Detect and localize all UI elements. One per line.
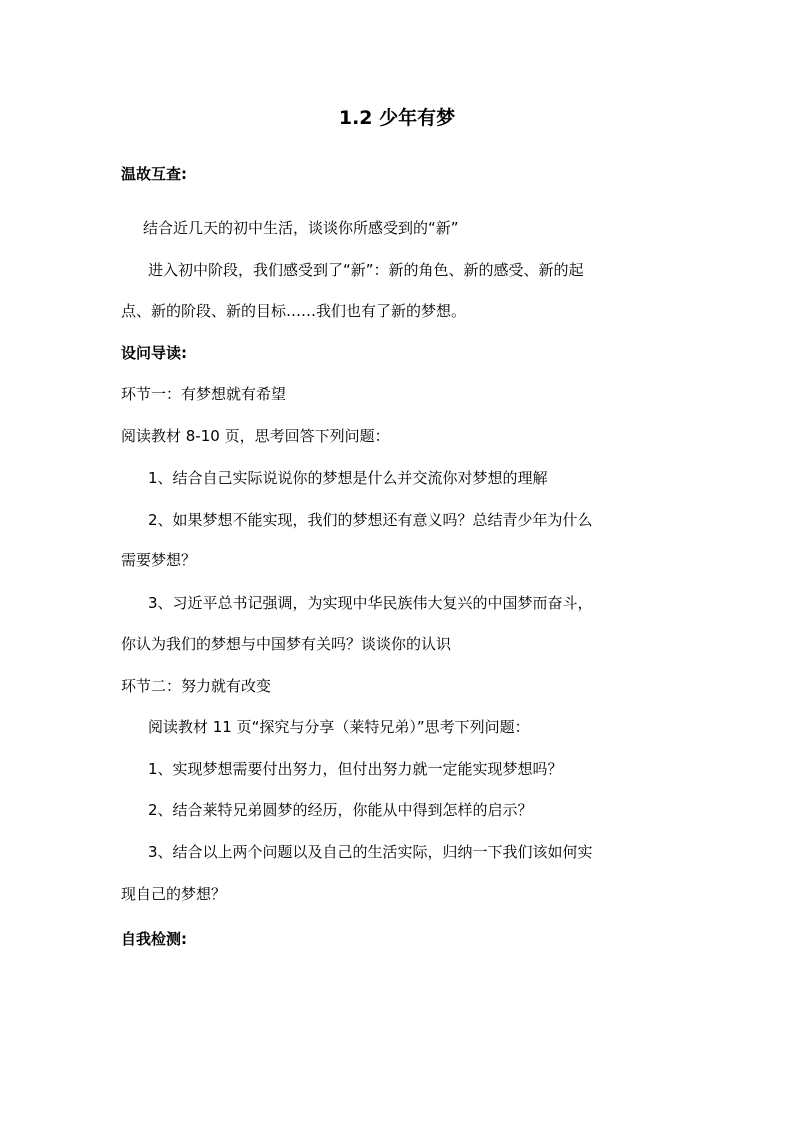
review-heading: 温故互查:	[121, 165, 187, 183]
section2-question-3-line1: 3、结合以上两个问题以及自己的生活实际，归纳一下我们该如何实	[148, 843, 593, 861]
section2-title: 环节二：努力就有改变	[121, 677, 272, 695]
section1-question-3-line1: 3、习近平总书记强调，为实现中华民族伟大复兴的中国梦而奋斗，	[148, 594, 593, 612]
section1-instruction: 阅读教材 8-10 页，思考回答下列问题：	[121, 427, 390, 445]
section2-question-2: 2、结合莱特兄弟圆梦的经历，你能从中得到怎样的启示？	[148, 801, 533, 819]
self-check-heading: 自我检测:	[121, 930, 187, 948]
review-answer-line2: 点、新的阶段、新的目标……我们也有了新的梦想。	[121, 302, 467, 320]
section1-question-2-line2: 需要梦想？	[121, 551, 197, 569]
section2-instruction: 阅读教材 11 页“探究与分享（莱特兄弟）”思考下列问题：	[148, 718, 530, 736]
guide-heading: 设问导读:	[121, 344, 187, 362]
section2-question-3-line2: 现自己的梦想？	[121, 885, 227, 903]
section1-question-1: 1、结合自己实际说说你的梦想是什么并交流你对梦想的理解	[148, 469, 548, 487]
section1-title: 环节一：有梦想就有希望	[121, 385, 287, 403]
section1-question-2-line1: 2、如果梦想不能实现，我们的梦想还有意义吗？总结青少年为什么	[148, 511, 593, 529]
review-prompt: 结合近几天的初中生活，谈谈你所感受到的“新”	[143, 219, 459, 237]
section1-question-3-line2: 你认为我们的梦想与中国梦有关吗？谈谈你的认识	[121, 635, 452, 653]
section2-question-1: 1、实现梦想需要付出努力，但付出努力就一定能实现梦想吗？	[148, 760, 563, 778]
review-answer-line1: 进入初中阶段，我们感受到了“新”：新的角色、新的感受、新的起	[148, 261, 584, 279]
page-title: 1.2 少年有梦	[338, 107, 456, 129]
